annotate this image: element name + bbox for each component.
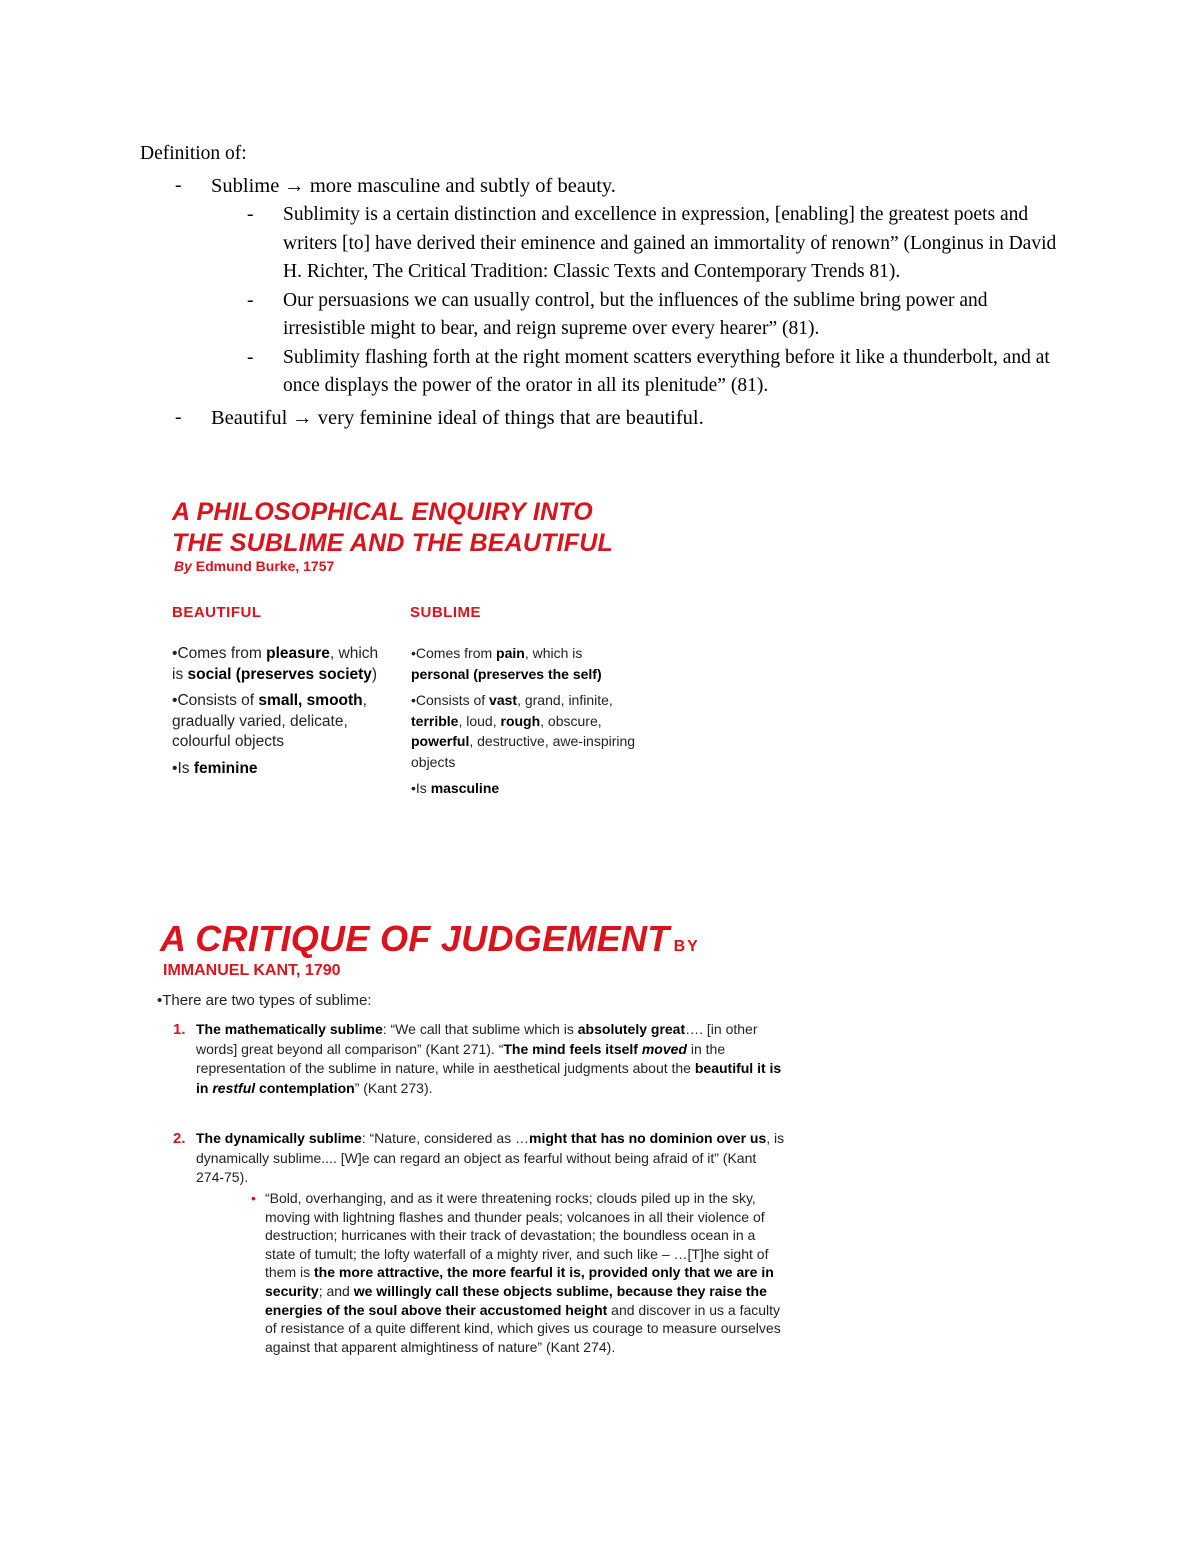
keyword: The mathematically sublime: [196, 1021, 383, 1037]
sublime-definition-text: more masculine and subtly of beauty.: [304, 174, 616, 197]
text: Consists of: [415, 692, 490, 708]
beautiful-point-consists: [172, 691, 382, 753]
sublime-definition: [140, 172, 1060, 202]
longinus-quote-3: [140, 344, 1060, 401]
quote-text: Sublimity is a certain distinction and excellence in expression, [enabling] the greatest poets and writers [to] have derived their eminence and gained an immortality of renown” (Longinus in David H. Richter, The Critical Tradition: Classic Texts and Contemporary Trends 81).: [283, 204, 1057, 282]
keyword: masculine: [430, 780, 500, 796]
text: Is: [177, 759, 194, 777]
keyword: social: [187, 665, 232, 683]
keyword: pleasure: [266, 645, 330, 662]
keyword: pain: [496, 645, 525, 661]
text: Is: [415, 780, 431, 796]
dash-bullet: -: [247, 204, 254, 225]
dash-bullet: -: [175, 406, 182, 428]
burke-byline: [174, 558, 334, 574]
text: , destructive, awe-inspiring objects: [411, 733, 636, 770]
kant-nature-quote: [251, 1189, 785, 1356]
definition-heading: Definition of:: [140, 143, 247, 164]
item-number: 2.: [173, 1130, 186, 1147]
beautiful-column-heading: BEAUTIFUL: [172, 604, 262, 621]
sublime-term: Sublime: [211, 174, 280, 197]
keyword: we willingly call these objects sublime, because they raise the energies of the soul above their accustomed height: [265, 1282, 767, 1318]
keyword: small, smooth: [258, 692, 363, 709]
text: ): [371, 665, 378, 683]
keyword: feminine: [193, 759, 258, 777]
sublime-point-consists: [411, 690, 636, 772]
keyword: beautiful it is in: [196, 1060, 782, 1096]
keyword: the more attractive, the more fearful it is, provided only that we are in security: [265, 1264, 774, 1299]
item-number: 1.: [173, 1021, 186, 1038]
longinus-quote-1: [140, 201, 1060, 287]
keyword: personal (preserves the self): [411, 665, 602, 682]
definition-notes: [140, 140, 1060, 433]
text: , which is: [172, 645, 379, 683]
beautiful-definition: [140, 404, 1060, 434]
kant-author: IMMANUEL KANT, 1790: [163, 962, 341, 979]
keyword: powerful: [411, 733, 470, 749]
beautiful-point-pleasure: [172, 644, 382, 685]
text: in the representation of the sublime in nature, while in aesthetical judgments about the: [196, 1040, 726, 1076]
text: …. [in other words] great beyond all comparison” (Kant 271). “: [196, 1021, 758, 1057]
keyword: The mind feels itself: [503, 1040, 642, 1057]
text: ” (Kant 273).: [354, 1079, 433, 1096]
sublime-point-masculine: [411, 778, 636, 799]
beautiful-point-feminine: [172, 759, 382, 780]
by-label: By: [174, 558, 192, 574]
keyword: vast: [489, 692, 518, 708]
dash-bullet: -: [175, 174, 182, 196]
keyword: might that has no dominion over us: [529, 1130, 767, 1146]
text: Comes from: [415, 645, 497, 661]
arrow-icon: →: [284, 174, 305, 197]
bullet: •: [411, 780, 416, 796]
text: and discover in us a faculty of resistance of a quite different kind, which gives us courage to measure ourselves against that apparent almightiness of nature” (Kant 274).: [265, 1301, 781, 1355]
dash-bullet: -: [247, 289, 254, 311]
keyword: terrible: [411, 712, 459, 729]
red-bullet-icon: •: [251, 1190, 256, 1206]
keyword: rough: [500, 712, 541, 729]
mathematical-sublime-item: [173, 1020, 786, 1098]
quote-text: Our persuasions we can usually control, but the influences of the sublime bring power and irresistible might to bear, and reign supreme over every hearer” (81).: [283, 289, 988, 339]
quote-text: Sublimity flashing forth at the right moment scatters everything before it like a thunderbolt, and at once displays the power of the orator in all its plenitude” (81).: [283, 346, 1050, 396]
keyword-italic: restful: [212, 1079, 256, 1096]
text: , is dynamically sublime.... [W]e can regard an object as fearful without being afraid of it” (Kant 274-75).: [196, 1130, 785, 1185]
keyword: absolutely great: [577, 1021, 686, 1037]
sublime-column: [411, 643, 636, 805]
bullet: •: [411, 692, 416, 708]
text: , grand, infinite,: [517, 692, 613, 708]
bullet: •: [172, 645, 178, 662]
dash-bullet: -: [247, 346, 254, 368]
burke-title: [172, 497, 613, 559]
burke-title-line-1: A PHILOSOPHICAL ENQUIRY INTO: [172, 498, 593, 526]
arrow-icon: →: [292, 406, 313, 429]
text: : “We call that sublime which is: [382, 1021, 578, 1037]
sublime-point-pain: [411, 643, 636, 684]
bullet: •: [172, 759, 178, 777]
by-label: BY: [673, 938, 700, 955]
text: “Bold, overhanging, and as it were threatening rocks; clouds piled up in the sky, moving with lightning flashes and thunder peals; volcanoes in all their violence of destruction; hurricanes with their track of devastation; the boundless ocean in a state of tumult; the lofty waterfall of a mighty river, and such like – …[T]he sight of them is: [265, 1190, 769, 1281]
text: , loud,: [458, 712, 501, 729]
text: , obscure,: [540, 712, 602, 729]
keyword: The dynamically sublime: [196, 1130, 362, 1146]
bullet: •: [411, 645, 416, 661]
beautiful-definition-text: very feminine ideal of things that are beautiful.: [312, 406, 704, 429]
longinus-quote-2: [140, 287, 1060, 344]
sublime-column-heading: SUBLIME: [410, 604, 481, 621]
burke-title-line-2: THE SUBLIME AND THE BEAUTIFUL: [172, 529, 613, 557]
dynamical-sublime-item: [173, 1129, 786, 1188]
text: : “Nature, considered as …: [361, 1130, 530, 1146]
keyword: contemplation: [255, 1079, 355, 1096]
burke-author: Edmund Burke, 1757: [191, 558, 335, 574]
kant-intro: •There are two types of sublime:: [157, 992, 372, 1009]
text: , which is: [524, 645, 583, 661]
keyword: (preserves society: [235, 665, 372, 683]
beautiful-column: [172, 644, 382, 785]
text: Consists of: [177, 692, 259, 709]
text: Comes from: [177, 645, 267, 662]
text: ; and: [318, 1282, 354, 1299]
kant-title-text: A CRITIQUE OF JUDGEMENT: [160, 918, 670, 959]
kant-title: [160, 918, 700, 968]
text: , gradually varied, delicate, colourful objects: [172, 692, 367, 750]
keyword-italic: moved: [641, 1040, 687, 1057]
bullet: •: [172, 692, 178, 709]
beautiful-term: Beautiful: [211, 406, 288, 429]
